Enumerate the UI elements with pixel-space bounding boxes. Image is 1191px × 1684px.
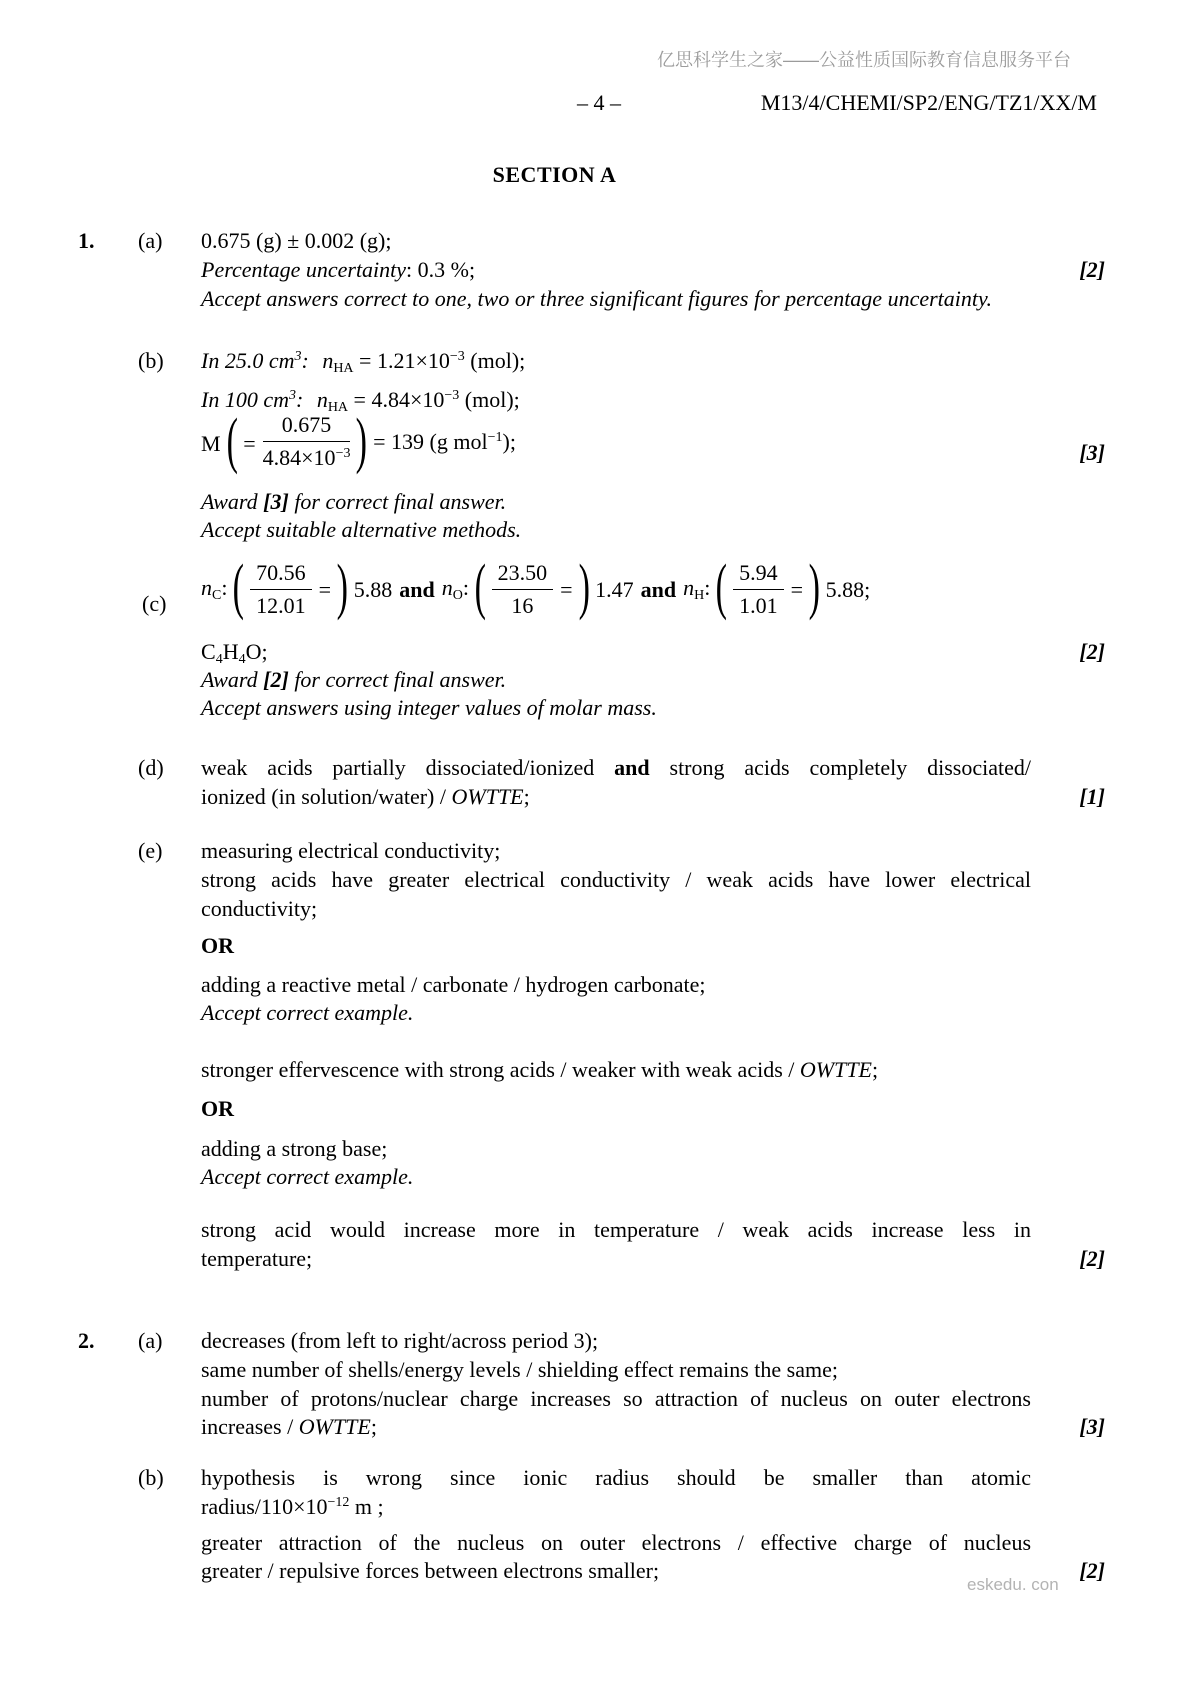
q1b-equation: M ( = $\frac{0.675}{4.84\times 10^{-3}}$ ) = 139 (g mol$^{-1}$); (201, 406, 516, 475)
q1c-frac3 (733, 560, 784, 619)
q1b-l2-unit: (mol); (464, 387, 520, 412)
q1c-award-mark: [2] (263, 667, 289, 692)
q1a-pct-value: : 0.3 %; (406, 257, 476, 282)
q1d-l1-pre: weak acids partially dissociated/ionized (201, 755, 615, 780)
q1b-result: = 139 (g mol (373, 429, 488, 454)
q1e-marks: [2] (1079, 1246, 1105, 1271)
q1e-l5-end: ; (872, 1057, 879, 1082)
question-2-number: 2. (78, 1328, 95, 1353)
q1b-n-subscript: HA (333, 360, 354, 376)
q1a-note: Accept answers correct to one, two or three significant figures for percentage uncertainty. (201, 286, 993, 311)
q1b-l2-in: In 100 cm (201, 387, 289, 412)
q1e-line7: strong acid would increase more in temperature / weak acids increase less in (201, 1217, 1031, 1242)
q1b-l2-eq: = 4.84×10 (353, 387, 445, 412)
q1b-frac-den (263, 442, 351, 475)
q1e-line2: strong acids have greater electrical conductivity / weak acids have lower electrical (201, 867, 1031, 892)
q1c-marks: [2] (1079, 639, 1105, 664)
q1b-l1-in: In 25.0 cm (201, 348, 295, 373)
q2a-line4 (201, 1412, 1031, 1441)
q1c-sub-h: H (694, 587, 705, 603)
q1a-label: (a) (138, 228, 163, 253)
q1d-l1-and: and (614, 755, 650, 780)
q1e-note1: Accept correct example. (201, 1000, 414, 1025)
q1b-line1 (201, 346, 1031, 379)
q1a-marks: [2] (1079, 257, 1105, 282)
q1b-frac-num: 0.675 (263, 412, 351, 442)
q1c-eq3: = (790, 577, 803, 602)
q1b-m-symbol: M (201, 431, 221, 456)
q2a-line2: same number of shells/energy levels / shielding effect remains the same; (201, 1357, 839, 1382)
q1c-frac1-num: 70.56 (250, 560, 312, 590)
q1b-label: (b) (138, 348, 164, 373)
q1d-l2-pre: ionized (in solution/water) / (201, 784, 452, 809)
q1b-accept-note: Accept suitable alternative methods. (201, 517, 522, 542)
q2a-line3: number of protons/nuclear charge increases so attraction of nucleus on outer electrons (201, 1386, 1031, 1411)
q2a-owtte: OWTTE (298, 1414, 371, 1439)
q1c-formula-h: H (222, 639, 239, 664)
q1d-l1-post: strong acids completely dissociated/ (649, 755, 1031, 780)
q1c-val3: 5.88; (825, 577, 871, 602)
q2b-l2-exp: −12 (327, 1495, 350, 1511)
q1c-n2: n (441, 575, 453, 600)
q2b-line3: greater attraction of the nucleus on outer electrons / effective charge of nucleus (201, 1530, 1031, 1555)
q1c-n3: n (683, 575, 695, 600)
q1b-n-symbol: n (322, 348, 334, 373)
section-title: SECTION A (492, 162, 617, 187)
q1c-award-note (201, 665, 1031, 694)
q1b-award-mark: [3] (263, 489, 289, 514)
q1d-line1 (201, 753, 1031, 782)
q1c-formula-sub1: 4 (215, 651, 223, 667)
q2b-l2-val: 110×10 (260, 1494, 328, 1519)
q1a-line2 (201, 255, 1031, 284)
q1e-note2: Accept correct example. (201, 1164, 414, 1189)
q1c-eq2: = (560, 577, 573, 602)
q1e-or2: OR (201, 1096, 234, 1121)
q2b-line4: greater / repulsive forces between electrons smaller; (201, 1558, 660, 1583)
bottom-watermark: eskedu. con (967, 1575, 1059, 1594)
q1c-val1: 5.88 (353, 577, 393, 602)
q1b-award-pre: Award (201, 489, 264, 514)
q1c-award-pre: Award (201, 667, 264, 692)
q1c-label: (c) (142, 591, 167, 616)
q1c-frac1-den: 12.01 (256, 593, 306, 618)
q1c-sub-o: O (452, 587, 463, 603)
q1b-l2-sup: 3 (288, 388, 296, 404)
q1b-l2-colon: : (295, 387, 304, 412)
q1b-fraction (263, 412, 351, 475)
q1b-l1-eq: = 1.21×10 (359, 348, 450, 373)
q1b-result-exp: −1 (487, 430, 503, 446)
q2b-label: (b) (138, 1465, 164, 1490)
q1b-result-end: ); (502, 429, 516, 454)
q1c-frac3-den: 1.01 (739, 593, 778, 618)
q1e-l5-pre: stronger effervescence with strong acids / weaker with weak acids / (201, 1057, 800, 1082)
q1c-frac3-num: 5.94 (733, 560, 784, 590)
q1b-l1-colon: : (301, 348, 309, 373)
paper-code: M13/4/CHEMI/SP2/ENG/TZ1/XX/M (760, 90, 1097, 115)
q1b-marks: [3] (1079, 440, 1105, 465)
q1c-frac1 (250, 560, 312, 619)
q1c-frac2-num: 23.50 (492, 560, 554, 590)
q1c-formula-sub2: 4 (238, 651, 246, 667)
top-watermark: 亿思科学生之家——公益性质国际教育信息服务平台 (657, 50, 1071, 70)
q2a-l4-end: ; (370, 1414, 377, 1439)
q1e-line1: measuring electrical conductivity; (201, 838, 501, 863)
q1c-val2: 1.47 (595, 577, 634, 602)
q1c-sub-c: C (212, 587, 222, 603)
q1e-line5 (201, 1055, 1031, 1084)
q1a-pct-label: Percentage uncertainty (201, 257, 407, 282)
q1a-line1: 0.675 (g) ± 0.002 (g); (201, 228, 392, 253)
q1e-line4: adding a reactive metal / carbonate / hydrogen carbonate; (201, 972, 706, 997)
q1b-award-post: for correct final answer. (288, 489, 507, 514)
q1e-label: (e) (138, 838, 163, 863)
q1c-frac2 (492, 560, 554, 619)
q1c-accept-note: Accept answers using integer values of molar mass. (201, 695, 657, 720)
q2a-line1: decreases (from left to right/across period 3); (201, 1328, 599, 1353)
q1c-equation: nC: ( $\frac{70.56}{12.01}$ = ) 5.88 and nO: ( $\frac{23.50}{16}$ = ) 1.47 and nH: ( $\frac{5.94}{1.01}$ = ) 5.88; (201, 552, 871, 621)
q1b-n-symbol2: n (316, 387, 328, 412)
q1d-label: (d) (138, 755, 164, 780)
q1b-l1-exp: −3 (449, 349, 465, 365)
page-number: – 4 – (577, 90, 621, 115)
q1e-owtte: OWTTE (799, 1057, 872, 1082)
q1c-colon3: : (704, 575, 711, 600)
q1b-frac-den-base: 4.84×10 (262, 445, 336, 470)
q1c-n1: n (201, 575, 212, 600)
q1b-m-eq: = (243, 431, 256, 456)
q2b-l2-unit: m ; (349, 1494, 384, 1519)
q1c-colon2: : (462, 575, 469, 600)
q2a-marks: [3] (1079, 1414, 1105, 1439)
q2b-l2-pre: radius/ (201, 1494, 261, 1519)
q1d-marks: [1] (1079, 784, 1105, 809)
q1d-l2-end: ; (523, 784, 530, 809)
q1c-eq1: = (318, 577, 332, 602)
q1e-line8: temperature; (201, 1246, 313, 1271)
q2b-marks: [2] (1079, 1558, 1105, 1583)
q2a-l4-pre: increases / (201, 1414, 299, 1439)
q1b-l2-exp: −3 (444, 388, 460, 404)
q1b-frac-den-exp: −3 (335, 446, 351, 462)
q1e-line6: adding a strong base; (201, 1136, 388, 1161)
q1b-award-note (201, 487, 1031, 516)
q1c-award-post: for correct final answer. (288, 667, 507, 692)
q1d-owtte: OWTTE (451, 784, 524, 809)
q1b-l1-unit: (mol); (470, 348, 526, 373)
q2b-line1: hypothesis is wrong since ionic radius should be smaller than atomic (201, 1465, 1031, 1490)
question-1-number: 1. (78, 228, 95, 253)
q1c-formula-c: C (201, 639, 216, 664)
q1d-line2 (201, 782, 1031, 811)
q1c-frac2-den: 16 (511, 593, 534, 618)
q1e-or1: OR (201, 933, 234, 958)
q1c-formula-o: O; (245, 639, 268, 664)
q2b-line2 (201, 1492, 1031, 1525)
q2a-label: (a) (138, 1328, 163, 1353)
q1b-n-subscript2: HA (327, 399, 349, 415)
q1e-line3: conductivity; (201, 896, 318, 921)
q1b-l1-sup: 3 (294, 349, 302, 365)
q1c-colon1: : (221, 575, 228, 600)
q1c-and2: and (640, 577, 677, 602)
q1c-and1: and (399, 577, 435, 602)
